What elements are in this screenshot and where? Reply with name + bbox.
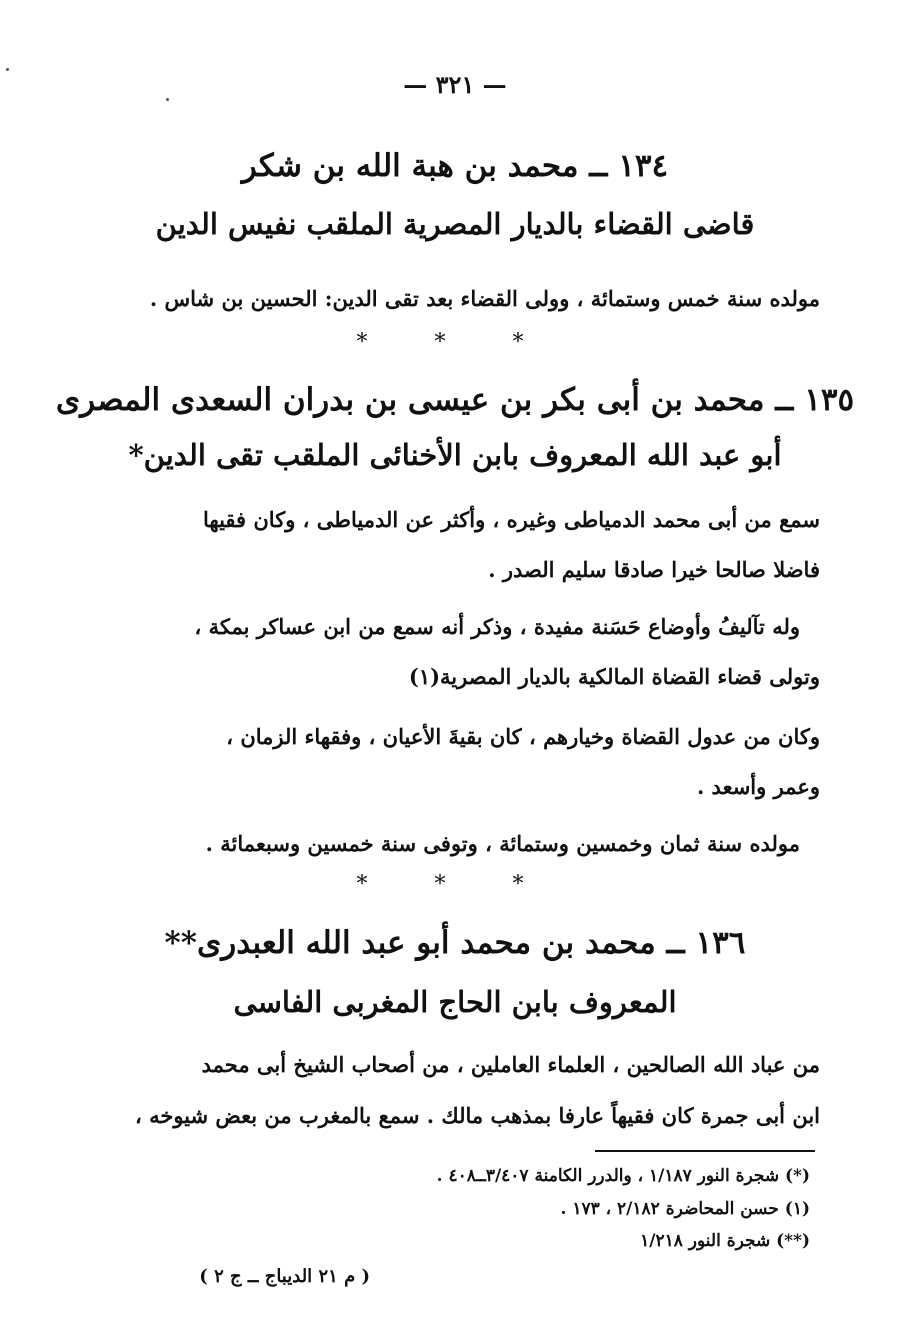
footnote-3: (**) شجرة النور ١/٢١٨ (640, 1231, 810, 1251)
footnote-2: (١) حسن المحاضرة ٢/١٨٢ ، ١٧٣ . (560, 1199, 810, 1219)
entry-136-subtitle: المعروف بابن الحاج المغربى الفاسى (233, 985, 677, 1019)
entry-135-line-6: وعمر وأسعد . (696, 774, 820, 799)
section-separator-2: * * * (356, 872, 554, 897)
entry-135-line-3: وله تآليفُ وأوضاع حَسَنة مفيدة ، وذكر أنه سمع من ابن عساكر بمكة ، (194, 614, 800, 639)
section-separator-1: * * * (356, 330, 554, 355)
entry-136-line-2: ابن أبى جمرة كان فقيهاً عارفا بمذهب مالك . سمع بالمغرب من بعض شيوخه ، (135, 1103, 820, 1128)
entry-134-subtitle: قاضى القضاء بالديار المصرية الملقب نفيس الدين (155, 207, 755, 241)
entry-135-line-1: سمع من أبى محمد الدمياطى وغيره ، وأكثر عن الدمياطى ، وكان فقيها (203, 507, 820, 532)
entry-135-line-2: فاضلا صالحا خيرا صادقا سليم الصدر . (488, 557, 820, 582)
entry-134-line-1: مولده سنة خمس وستمائة ، وولى القضاء بعد تقى الدين: الحسين بن شاس . (149, 286, 820, 311)
entry-135-subtitle: أبو عبد الله المعروف بابن الأخنائى الملقب تقى الدين* (128, 438, 782, 472)
scan-speck (166, 98, 169, 101)
entry-136-line-1: من عباد الله الصالحين ، العلماء العاملين ، من أصحاب الشيخ أبى محمد (201, 1052, 820, 1077)
entry-135-line-7: مولده سنة ثمان وخمسين وستمائة ، وتوفى سنة خمسين وسبعمائة . (205, 831, 800, 856)
entry-136-title: ١٣٦ ــ محمد بن محمد أبو عبد الله العبدرى** (164, 925, 746, 961)
footnote-1: (*) شجرة النور ١/١٨٧ ، والدرر الكامنة ٣/٤٠٧ــ٤٠٨ . (436, 1166, 810, 1186)
entry-135-line-5: وكان من عدول القضاة وخيارهم ، كان بقيةَ الأعيان ، وفقهاء الزمان ، (226, 724, 820, 749)
entry-135-title: ١٣٥ ــ محمد بن أبى بكر بن عيسى بن بدران السعدى المصرى (55, 382, 855, 418)
scan-speck (6, 68, 9, 71)
entry-134-title: ١٣٤ ــ محمد بن هبة الله بن شكر (241, 148, 669, 184)
page-number: — ٣٢١ — (403, 70, 507, 99)
signature-mark: ( م ٢١ الديباج ــ ج ٢ ) (199, 1266, 370, 1287)
footnote-rule (595, 1150, 815, 1152)
entry-135-line-4: وتولى قضاء القضاة المالكية بالديار المصرية(١) (408, 664, 820, 689)
